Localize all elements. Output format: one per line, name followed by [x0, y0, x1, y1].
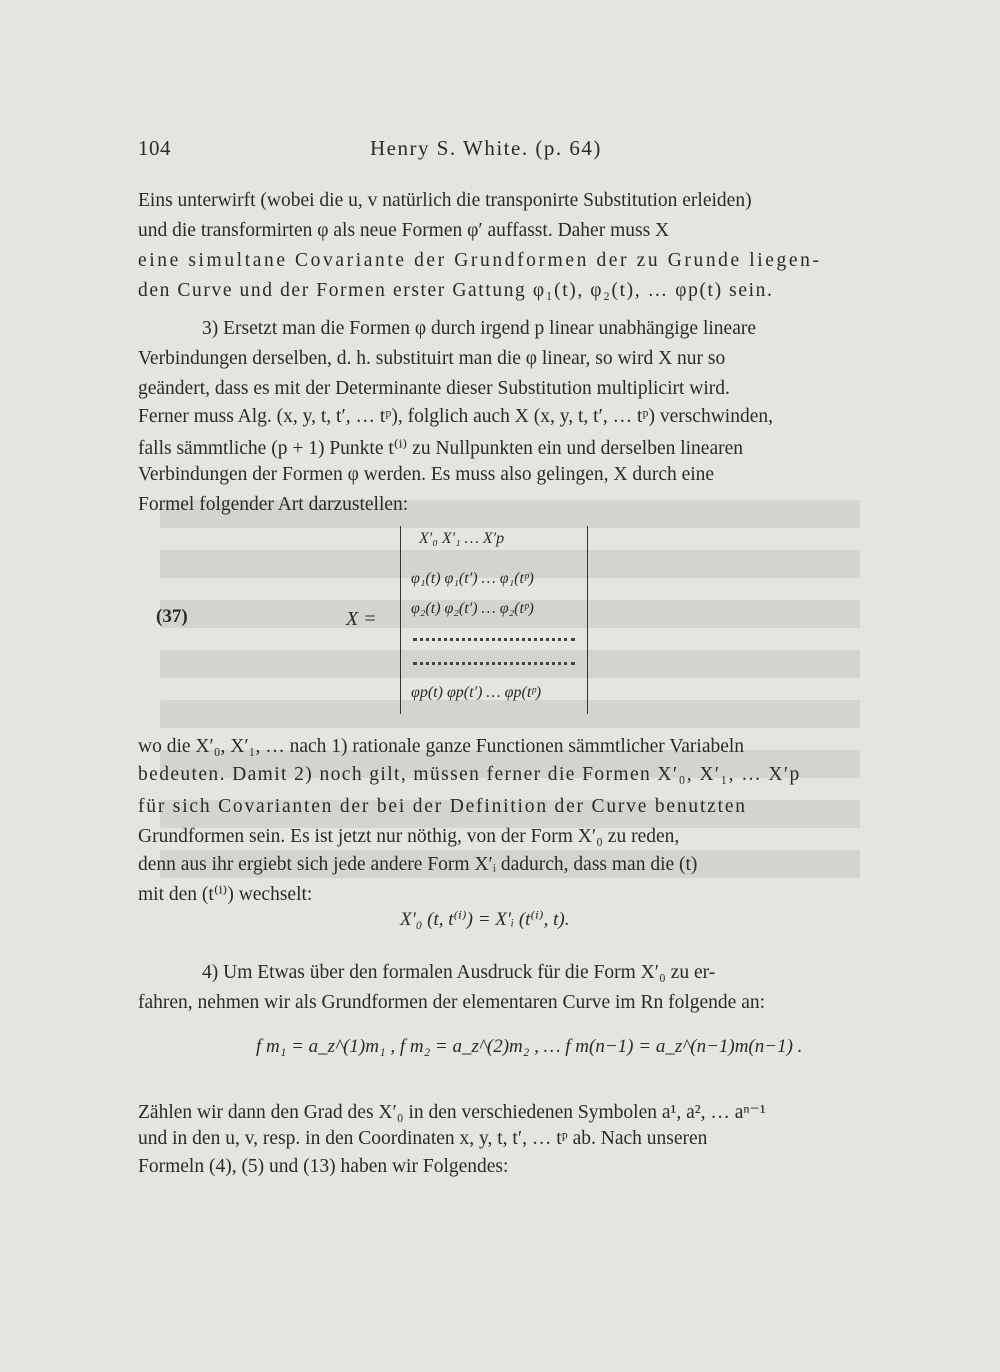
text-line: den Curve und der Formen erster Gattung φ₁(t), φ₂(t), … φp(t) sein. [138, 280, 774, 301]
equation-number: (37) [156, 606, 188, 627]
determinant-dots [413, 662, 575, 665]
text-line: mit den (t⁽ⁱ⁾) wechselt: [138, 884, 313, 905]
text-line: Ferner muss Alg. (x, y, t, t′, … tᵖ), folglich auch X (x, y, t, t′, … tᵖ) verschwinden, [138, 406, 773, 427]
text-line: für sich Covarianten der bei der Definition der Curve benutzten [138, 796, 747, 817]
text-line: und die transformirten φ als neue Formen φ′ auffasst. Daher muss X [138, 220, 670, 241]
text-line: denn aus ihr ergiebt sich jede andere Form X′ᵢ dadurch, dass man die (t) [138, 854, 698, 875]
text-line: Zählen wir dann den Grad des X′₀ in den verschiedenen Symbolen a¹, a², … aⁿ⁻¹ [138, 1102, 766, 1123]
text-line: Formel folgender Art darzustellen: [138, 494, 409, 515]
text-line: fahren, nehmen wir als Grundformen der elementaren Curve im Rn folgende an: [138, 992, 766, 1013]
determinant-row: φ₂(t) φ₂(t′) … φ₂(tᵖ) [411, 600, 534, 617]
text-line: falls sämmtliche (p + 1) Punkte t⁽ⁱ⁾ zu Nullpunkten ein und derselben linearen [138, 438, 744, 459]
text-line: wo die X′₀, X′₁, … nach 1) rationale ganze Functionen sämmtlicher Variabeln [138, 736, 745, 757]
page-number: 104 [138, 136, 171, 160]
swap-formula: X′₀ (t, t⁽ⁱ⁾) = X′ᵢ (t⁽ⁱ⁾, t). [400, 909, 570, 930]
text-line: eine simultane Covariante der Grundformen der zu Grunde liegen- [138, 250, 822, 271]
running-title: Henry S. White. (p. 64) [370, 136, 602, 160]
equation-lhs: X = [346, 608, 377, 630]
page-header [138, 136, 850, 168]
text-line: 4) Um Etwas über den formalen Ausdruck für die Form X′₀ zu er- [202, 962, 716, 983]
determinant-row: X′₀ X′₁ … X′p [419, 530, 505, 547]
determinant-row: φ₁(t) φ₁(t′) … φ₁(tᵖ) [411, 570, 534, 587]
determinant-dots [413, 638, 575, 641]
ground-forms-formula: f m₁ = a_z^(1)m₁ , f m₂ = a_z^(2)m₂ , … f m(n−1) = a_z^(n−1)m(n−1) . [256, 1036, 803, 1057]
text-line: bedeuten. Damit 2) noch gilt, müssen ferner die Formen X′₀, X′₁, … X′p [138, 764, 801, 785]
text-line: geändert, dass es mit der Determinante dieser Substitution multiplicirt wird. [138, 378, 730, 399]
text-line: Verbindungen derselben, d. h. substituirt man die φ linear, so wird X nur so [138, 348, 726, 369]
determinant-row: φp(t) φp(t′) … φp(tᵖ) [411, 684, 542, 701]
determinant [400, 526, 588, 714]
text-line: Eins unterwirft (wobei die u, v natürlich die transponirte Substitution erleiden) [138, 190, 752, 211]
text-line: Verbindungen der Formen φ werden. Es muss also gelingen, X durch eine [138, 464, 715, 485]
text-line: und in den u, v, resp. in den Coordinaten x, y, t, t′, … tᵖ ab. Nach unseren [138, 1128, 708, 1149]
text-line: Grundformen sein. Es ist jetzt nur nöthig, von der Form X′₀ zu reden, [138, 826, 680, 847]
text-line: Formeln (4), (5) und (13) haben wir Folgendes: [138, 1156, 509, 1177]
text-line: 3) Ersetzt man die Formen φ durch irgend p linear unabhängige lineare [202, 318, 756, 339]
